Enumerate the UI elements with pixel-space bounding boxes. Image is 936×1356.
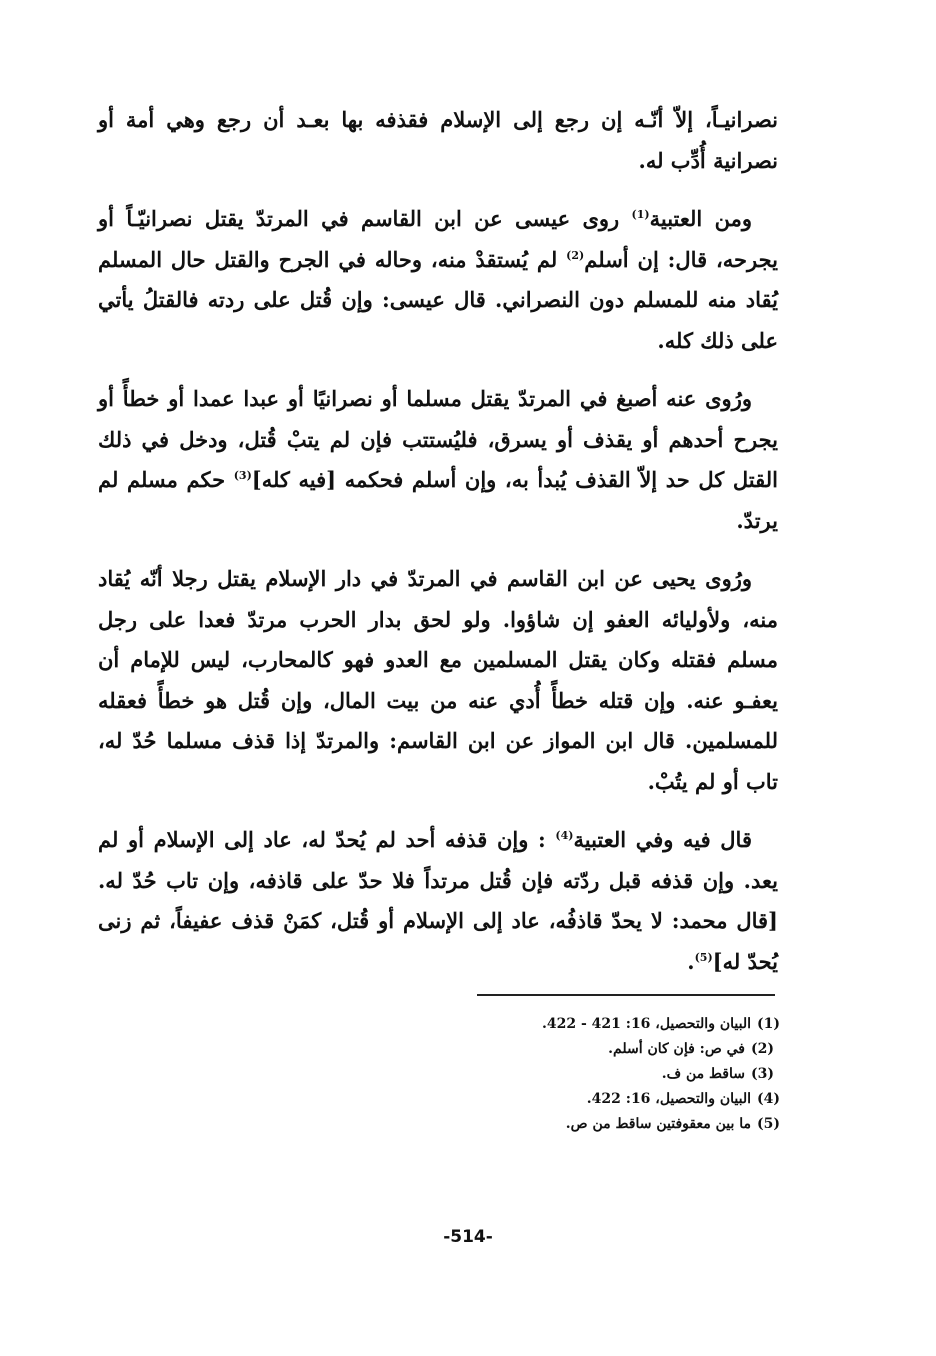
footnote-text: ما بين معقوفتين ساقط من ص. (565, 1116, 751, 1132)
footnotes (470, 1012, 780, 1137)
paragraph-2-lead: ومن (714, 206, 752, 231)
paragraph-1-text: نصرانيـاً، إلاّ أنّـه إن رجع إلى الإسلام فقذفه بها بعـد أن رجع وهي أمة أو نصرانية أُدِّب له. (98, 107, 778, 173)
paragraph-4 (98, 559, 778, 802)
footnote-item (470, 1037, 780, 1062)
footnote-text: البيان والتحصيل، 16: 422. (586, 1091, 751, 1107)
footnote-number: (1) (757, 1016, 780, 1032)
paragraph-5-lead: قال فيه وفي (635, 827, 752, 852)
paragraph-3-text-b: حكم مسلم لم يرتدّ. (98, 467, 778, 533)
footnote-number: (5) (757, 1116, 780, 1132)
page-number: -514- (443, 1227, 493, 1247)
footnote-ref-4: (4) (555, 829, 574, 842)
paragraph-4-text: ورُوى يحيى عن ابن القاسم في المرتدّ في دار الإسلام يقتل رجلا أنّه يُقاد منه، ولأوليائه العفو إن شاؤوا. ولو لحق بدار الحرب مرتدّ فعدا على رجل مسلم فقتله وكان يقتل المسلمين مع العدو فهو كالمحارب، ليس للإمام أن يعفـو عنه. وإن قتله خطأً أُدي عنه من بيت المال، وإن قُتل هو خطأً فعقله للمسلمين. قال ابن المواز عن ابن القاسم: والمرتدّ إذا قذف مسلما حُدّ له، تاب أو لم يتُبْ. (98, 566, 778, 794)
footnote-ref-3: (3) (233, 469, 252, 482)
footnote-item (470, 1087, 780, 1112)
source-title: العتبية (573, 827, 627, 852)
footnote-item (470, 1012, 780, 1037)
paragraph-5-text-a: : وإن قذفه أحد لم يُحدّ له، عاد إلى الإسلام أو لم يعد. وإن قذفه قبل ردّته فإن قُتل مرتداً فلا حدّ على قاذفه، وإن تاب حُدّ له. [قال محمد: لا يحدّ قاذفُه، عاد إلى الإسلام أو قُتل، كمَنْ قذف عفيفاً، ثم زنى يُحدّ له] (98, 827, 778, 974)
footnote-text: البيان والتحصيل، 16: 421 - 422. (541, 1016, 751, 1032)
source-title: العتبية (649, 206, 703, 231)
paragraph-5-text-b: . (687, 948, 695, 974)
footnote-number: (2) (751, 1041, 774, 1057)
footnote-ref-1: (1) (631, 208, 650, 221)
paragraph-2 (98, 199, 778, 361)
footnote-text: ساقط من ف. (661, 1066, 745, 1082)
footnote-number: (4) (757, 1091, 780, 1107)
paragraph-5 (98, 820, 778, 982)
paragraph-2-text-a: روى عيسى عن ابن القاسم في المرتدّ يقتل نصرانيّـاً أو يجرحه، قال: إن أسلم (98, 206, 779, 272)
footnote-item (470, 1112, 780, 1137)
paragraph-3-text-a: ورُوى عنه أصبغ في المرتدّ يقتل مسلما أو نصرانيًا أو عبدا عمدا أو خطأً أو يجرح أحدهم أو يقذف أو يسرق، فليُستتب فإن لم يتبْ قُتل، ودخل في ذلك القتل كل حد إلاّ القذف يُبدأ به، وإن أسلم فحكمه [فيه كله] (98, 386, 778, 492)
footnote-text: في ص: فإن كان أسلم. (608, 1041, 745, 1057)
footnote-number: (3) (751, 1066, 774, 1082)
footnote-ref-2: (2) (566, 248, 585, 262)
paragraph-3 (98, 379, 778, 541)
paragraph-2-text-b: لم يُستقدْ منه، وحاله في الجرح والقتل حال المسلم يُقاد منه للمسلم دون النصراني. قال عيسى: وإن قُتل على ردته فالقتلُ يأتي على ذلك كله. (98, 246, 778, 353)
footnote-divider (477, 994, 775, 996)
footnote-item (470, 1062, 780, 1087)
main-text (98, 100, 778, 1000)
paragraph-1 (98, 100, 778, 181)
footnote-ref-5: (5) (694, 950, 713, 964)
